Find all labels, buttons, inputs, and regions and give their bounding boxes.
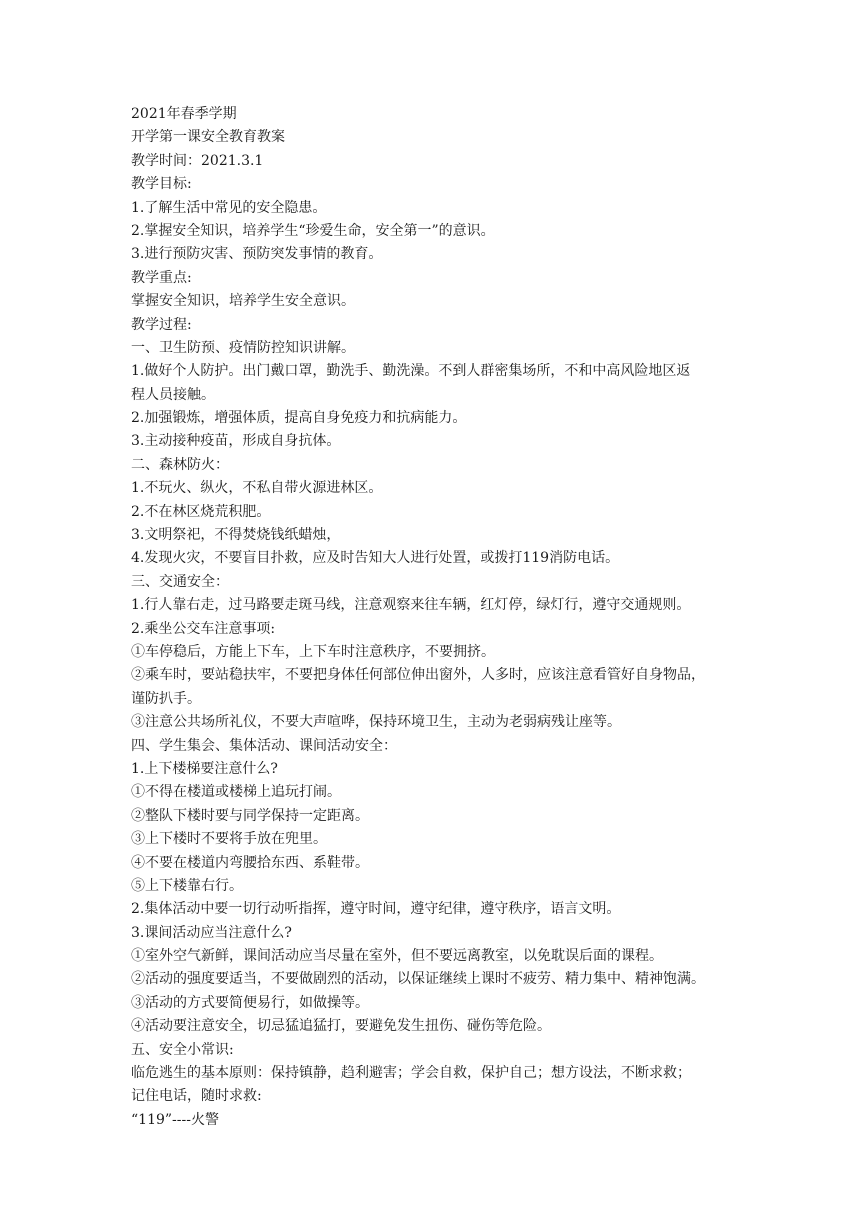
doc-line: ②活动的强度要适当，不要做剧烈的活动，以保证继续上课时不疲劳、精力集中、精神饱满。: [131, 971, 705, 988]
doc-line: ②整队下楼时要与同学保持一定距离。: [131, 807, 369, 824]
doc-line: ③活动的方式要简便易行，如做操等。: [131, 994, 369, 1011]
doc-line: 4.发现火灾，不要盲目扑救，应及时告知大人进行处置，或拨打119消防电话。: [131, 550, 620, 567]
doc-line: 3.进行预防灾害、预防突发事情的教育。: [131, 246, 383, 263]
doc-line: 1.了解生活中常见的安全隐患。: [131, 199, 327, 216]
doc-line: “119”----火警: [131, 1111, 219, 1128]
section-heading-process: 教学过程:: [131, 316, 192, 333]
doc-line: ③上下楼时不要将手放在兜里。: [131, 831, 327, 848]
section-heading-forest-fire: 二、森林防火：: [131, 456, 229, 473]
doc-line: 1.不玩火、纵火，不私自带火源进林区。: [131, 480, 383, 497]
section-heading-activities: 四、学生集会、集体活动、课间活动安全：: [131, 737, 397, 754]
doc-line: ⑤上下楼靠右行。: [131, 877, 243, 894]
doc-line: 谨防扒手。: [131, 690, 201, 707]
doc-line-semester: 2021年春季学期: [131, 106, 237, 122]
section-heading-key-points: 教学重点:: [131, 269, 192, 286]
doc-line: 1.上下楼梯要注意什么?: [131, 760, 278, 777]
doc-line: ④活动要注意安全，切忌猛追猛打，要避免发生扭伤、碰伤等危险。: [131, 1018, 551, 1035]
doc-line: ③注意公共场所礼仪，不要大声喧哗，保持环境卫生，主动为老弱病残让座等。: [131, 714, 621, 731]
doc-line: 2.加强锻炼，增强体质，提高自身免疫力和抗病能力。: [131, 410, 467, 427]
doc-line: 2.不在林区烧荒积肥。: [131, 503, 271, 520]
doc-line: 记住电话，随时求救:: [131, 1088, 262, 1105]
section-heading-safety-tips: 五、安全小常识:: [131, 1041, 234, 1058]
doc-line: 掌握安全知识，培养学生安全意识。: [131, 293, 355, 310]
doc-line: 2.集体活动中要一切行动听指挥，遵守时间，遵守纪律，遵守秩序，语言文明。: [131, 901, 621, 918]
doc-title: 开学第一课安全教育教案: [131, 129, 285, 146]
doc-line: ①不得在楼道或楼梯上追玩打闹。: [131, 784, 341, 801]
section-heading-traffic: 三、交通安全：: [131, 573, 229, 590]
doc-line: 程人员接触。: [131, 386, 215, 403]
section-heading-goals: 教学目标:: [131, 176, 192, 193]
doc-line: 1.行人靠右走，过马路要走斑马线，注意观察来往车辆，红灯停，绿灯行，遵守交通规则。: [131, 597, 691, 614]
doc-line: 2.掌握安全知识，培养学生“珍爱生命，安全第一”的意识。: [131, 222, 495, 239]
doc-line: ①车停稳后，方能上下车，上下车时注意秩序，不要拥挤。: [131, 643, 495, 660]
section-heading-hygiene: 一、卫生防预、疫情防控知识讲解。: [131, 339, 355, 356]
doc-line: 3.主动接种疫苗，形成自身抗体。: [131, 433, 341, 450]
doc-line: ②乘车时，要站稳扶牢，不要把身体任何部位伸出窗外，人多时，应该注意看管好自身物品，: [131, 667, 705, 684]
doc-line: 3.文明祭祀，不得焚烧钱纸蜡烛，: [131, 527, 341, 544]
doc-line: 2.乘坐公交车注意事项:: [131, 620, 276, 637]
doc-line: 临危逃生的基本原则：保持镇静，趋利避害；学会自救，保护自己；想方设法，不断求救；: [131, 1065, 691, 1082]
doc-line: ①室外空气新鲜，课间活动应当尽量在室外，但不要远离教室，以免耽误后面的课程。: [131, 948, 663, 965]
doc-line: 3.课间活动应当注意什么?: [131, 924, 292, 941]
document-body: [131, 103, 731, 1132]
doc-line-teaching-time: 教学时间：2021.3.1: [131, 152, 264, 169]
doc-line: 1.做好个人防护。出门戴口罩，勤洗手、勤洗澡。不到人群密集场所，不和中高风险地区返: [131, 363, 691, 380]
doc-line: ④不要在楼道内弯腰拾东西、系鞋带。: [131, 854, 369, 871]
